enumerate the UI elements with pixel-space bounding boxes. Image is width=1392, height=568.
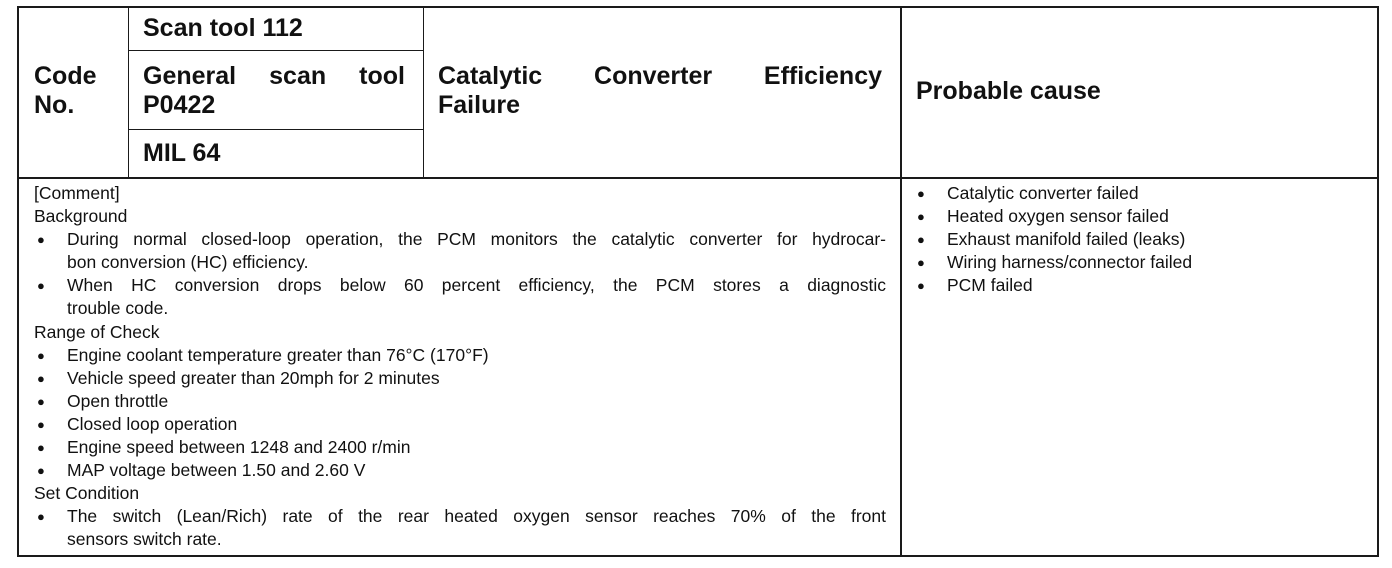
list-item: ● During normal closed-loop operation, the PCM monitors the catalytic converter for hydrocar-	[34, 228, 886, 251]
list-item: ● Closed loop operation	[34, 413, 886, 436]
divider-scan-tool	[128, 50, 424, 51]
comment-label: [Comment]	[34, 183, 120, 203]
range-of-check-heading: Range of Check	[34, 321, 160, 342]
probable-cause-list	[914, 182, 1354, 297]
general-scan-tool-code: General scan tool P0422	[143, 62, 405, 119]
list-item: ● Open throttle	[34, 390, 886, 413]
list-item: ● The switch (Lean/Rich) rate of the rear heated oxygen sensor reaches 70% of the front	[34, 505, 886, 528]
list-item: ● Exhaust manifold failed (leaks)	[914, 228, 1354, 251]
list-item-continuation: sensors switch rate.	[67, 529, 222, 550]
list-item: ● Catalytic converter failed	[914, 182, 1354, 205]
list-item: ● MAP voltage between 1.50 and 2.60 V	[34, 459, 886, 482]
list-item: ● Vehicle speed greater than 20mph for 2 minutes	[34, 367, 886, 390]
code-no-label: Code No.	[34, 62, 97, 119]
mil-code: MIL 64	[143, 139, 221, 167]
list-item: ● Heated oxygen sensor failed	[914, 205, 1354, 228]
divider-code-column	[128, 6, 129, 178]
divider-tool-column	[423, 6, 424, 178]
probable-cause-label: Probable cause	[916, 77, 1101, 105]
background-heading: Background	[34, 206, 128, 227]
list-item: ● PCM failed	[914, 274, 1354, 297]
list-item: ● Wiring harness/connector failed	[914, 251, 1354, 274]
divider-mil	[128, 129, 424, 130]
list-item-continuation: trouble code.	[67, 298, 169, 319]
list-item: ● Engine speed between 1248 and 2400 r/min	[34, 436, 886, 459]
list-item: ● When HC conversion drops below 60 percent efficiency, the PCM stores a diagnostic	[34, 274, 886, 297]
comment-section	[34, 182, 886, 552]
set-condition-heading: Set Condition	[34, 483, 140, 504]
scan-tool-code: Scan tool 112	[143, 14, 303, 42]
divider-header-bottom	[17, 177, 1379, 179]
divider-cause-column	[900, 6, 902, 557]
list-item: ● Engine coolant temperature greater than 76°C (170°F)	[34, 344, 886, 367]
dtc-title: Catalytic Converter Efficiency Failure	[438, 62, 882, 119]
list-item-continuation: bon conversion (HC) efficiency.	[67, 252, 309, 273]
